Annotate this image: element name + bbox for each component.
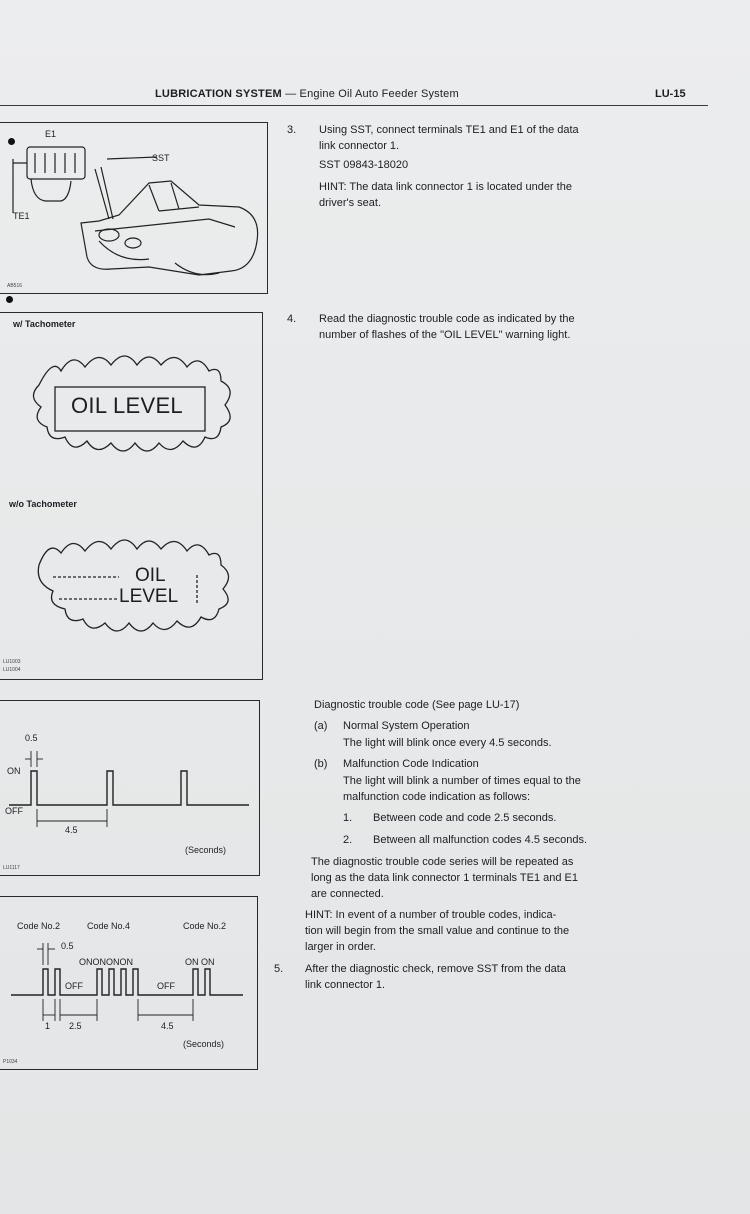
item-b-text-1: The light will blink a number of times equal to the <box>343 775 581 787</box>
sst-connector-illustration <box>0 123 267 293</box>
header-title-subsection: — Engine Oil Auto Feeder System <box>281 88 459 100</box>
hint-2-line-2: tion will begin from the small value and continue to the <box>305 925 570 937</box>
figure-normal-blink-timing <box>0 700 260 876</box>
label-1: 1 <box>45 1021 51 1031</box>
figure-ref: LU1117 <box>3 865 20 871</box>
item-b1-text: Between code and code 2.5 seconds. <box>373 812 557 824</box>
label-seconds: (Seconds) <box>183 1039 225 1049</box>
step-3-line-2: link connector 1. <box>319 140 400 152</box>
series-line-3: are connected. <box>311 888 384 900</box>
page-header <box>0 88 750 110</box>
step-4-line-1: Read the diagnostic trouble code as indicated by the <box>319 313 575 325</box>
item-b-text-2: malfunction code indication as follows: <box>343 791 531 803</box>
label-on-sequence-1: ONONONON <box>79 957 133 967</box>
figure-ref: P1034 <box>3 1059 18 1065</box>
label-0-5: 0.5 <box>61 941 74 951</box>
step-3-hint-2: driver's seat. <box>319 197 382 209</box>
label-e1: E1 <box>45 129 57 139</box>
label-4-5: 4.5 <box>161 1021 174 1031</box>
label-with-tachometer: w/ Tachometer <box>13 319 76 329</box>
item-a-text: The light will blink once every 4.5 seconds. <box>343 737 552 749</box>
figure-sst-connection <box>0 122 268 294</box>
item-b-title: Malfunction Code Indication <box>343 758 479 770</box>
hint-2-line-1: HINT: In event of a number of trouble codes, indica- <box>305 909 557 921</box>
step-5-number: 5. <box>274 963 284 975</box>
label-0-5: 0.5 <box>25 733 38 743</box>
label-2-5: 2.5 <box>69 1021 82 1031</box>
step-5-line-1: After the diagnostic check, remove SST from the data <box>305 963 566 975</box>
dtc-title: Diagnostic trouble code (See page LU-17) <box>314 699 520 711</box>
bullet-dot <box>6 296 13 303</box>
series-line-2: long as the data link connector 1 terminals TE1 and E1 <box>311 872 579 884</box>
oil-text-lower: OIL <box>135 565 166 586</box>
hint-2-line-3: larger in order. <box>305 941 376 953</box>
step-5-line-2: link connector 1. <box>305 979 386 991</box>
step-3-hint-1: HINT: The data link connector 1 is located under the <box>319 181 572 193</box>
figure-ref: AB516 <box>7 283 23 289</box>
label-on: ON <box>7 766 21 776</box>
header-title-section: LUBRICATION SYSTEM <box>155 88 282 100</box>
item-b-mark: (b) <box>314 758 328 770</box>
step-3-number: 3. <box>287 124 297 136</box>
series-line-1: The diagnostic trouble code series will be repeated as <box>311 856 574 868</box>
header-title <box>155 88 459 100</box>
figure-oil-level-lights <box>0 312 263 680</box>
item-b2-text: Between all malfunction codes 4.5 seconds. <box>373 834 588 846</box>
label-te1: TE1 <box>13 211 30 221</box>
item-a-title: Normal System Operation <box>343 720 470 732</box>
step-4-number: 4. <box>287 313 297 325</box>
figure-ref-2: LU1004 <box>3 667 21 673</box>
figure-ref-1: LU1003 <box>3 659 21 665</box>
step-4-line-2: number of flashes of the "OIL LEVEL" warning light. <box>319 329 571 341</box>
label-code-no-2-first: Code No.2 <box>17 921 61 931</box>
label-4-5: 4.5 <box>65 825 78 835</box>
item-a-mark: (a) <box>314 720 328 732</box>
label-code-no-4: Code No.4 <box>87 921 131 931</box>
label-off: OFF <box>5 806 23 816</box>
item-b1-number: 1. <box>343 812 353 824</box>
header-rule <box>0 105 708 106</box>
label-off-1: OFF <box>65 981 83 991</box>
label-sst: SST <box>152 153 170 163</box>
oil-level-light-upper <box>0 313 262 679</box>
label-off-2: OFF <box>157 981 175 991</box>
level-text-lower: LEVEL <box>119 586 179 607</box>
label-seconds: (Seconds) <box>185 845 227 855</box>
step-3-line-1: Using SST, connect terminals TE1 and E1 of the data <box>319 124 579 136</box>
item-b2-number: 2. <box>343 834 353 846</box>
step-3-sst: SST 09843-18020 <box>319 159 409 171</box>
page-number: LU-15 <box>655 88 686 100</box>
oil-level-text-upper: OIL LEVEL <box>71 393 183 418</box>
figure-malfunction-code-timing <box>0 896 258 1070</box>
label-without-tachometer: w/o Tachometer <box>9 499 77 509</box>
bullet-dot <box>8 138 15 145</box>
label-on-sequence-2: ON ON <box>185 957 215 967</box>
label-code-no-2-second: Code No.2 <box>183 921 227 931</box>
